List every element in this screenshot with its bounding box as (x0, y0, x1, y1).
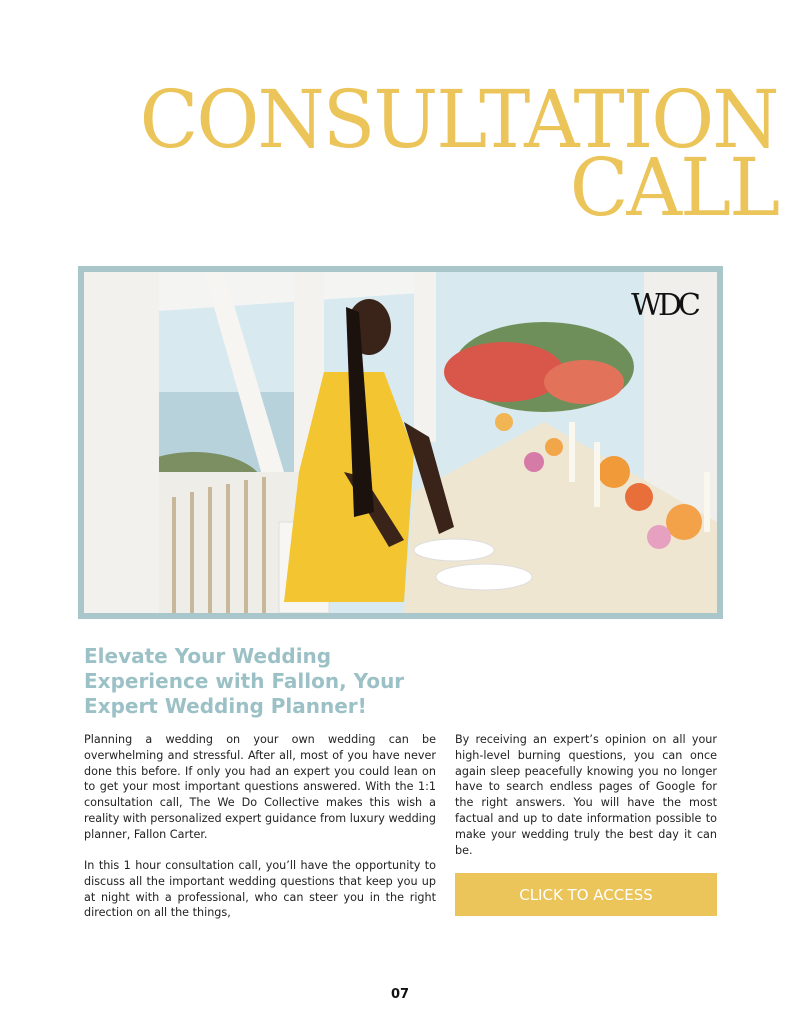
section-heading: Elevate Your Wedding Experience with Fallon, Your Expert Wedding Planner! (84, 644, 405, 718)
body-paragraph-3: By receiving an expert’s opinion on all your high-level burning questions, you can once again sleep peacefully knowing you no longer have to search endless pages of Google for the right answers. You will have the most factual and up to date information possible to make your wedding truly the best day it can be. (455, 733, 717, 857)
wdc-logo: WDC (631, 288, 697, 323)
click-to-access-button[interactable]: CLICK TO ACCESS (455, 873, 717, 916)
body-paragraph-1: Planning a wedding on your own wedding can be overwhelming and stressful. After all, most of you have never done this before. If only you had an expert you could lean on to get your most important questions answered. With the 1:1 consultation call, The We Do Collective makes this wish a reality with personalized expert guidance from luxury wedding planner, Fallon Carter. (84, 733, 436, 841)
body-paragraph-2: In this 1 hour consultation call, you’ll have the opportunity to discuss all the important wedding questions that keep you up at night with a professional, who can steer you in the right direction on all the things, (84, 859, 436, 920)
hero-photo (78, 266, 723, 619)
page-title-line-2: CALL (569, 141, 778, 234)
wedding-scene-illustration (84, 272, 717, 613)
page-title-line-1: CONSULTATION (140, 73, 778, 166)
page-number: 07 (390, 987, 410, 1002)
